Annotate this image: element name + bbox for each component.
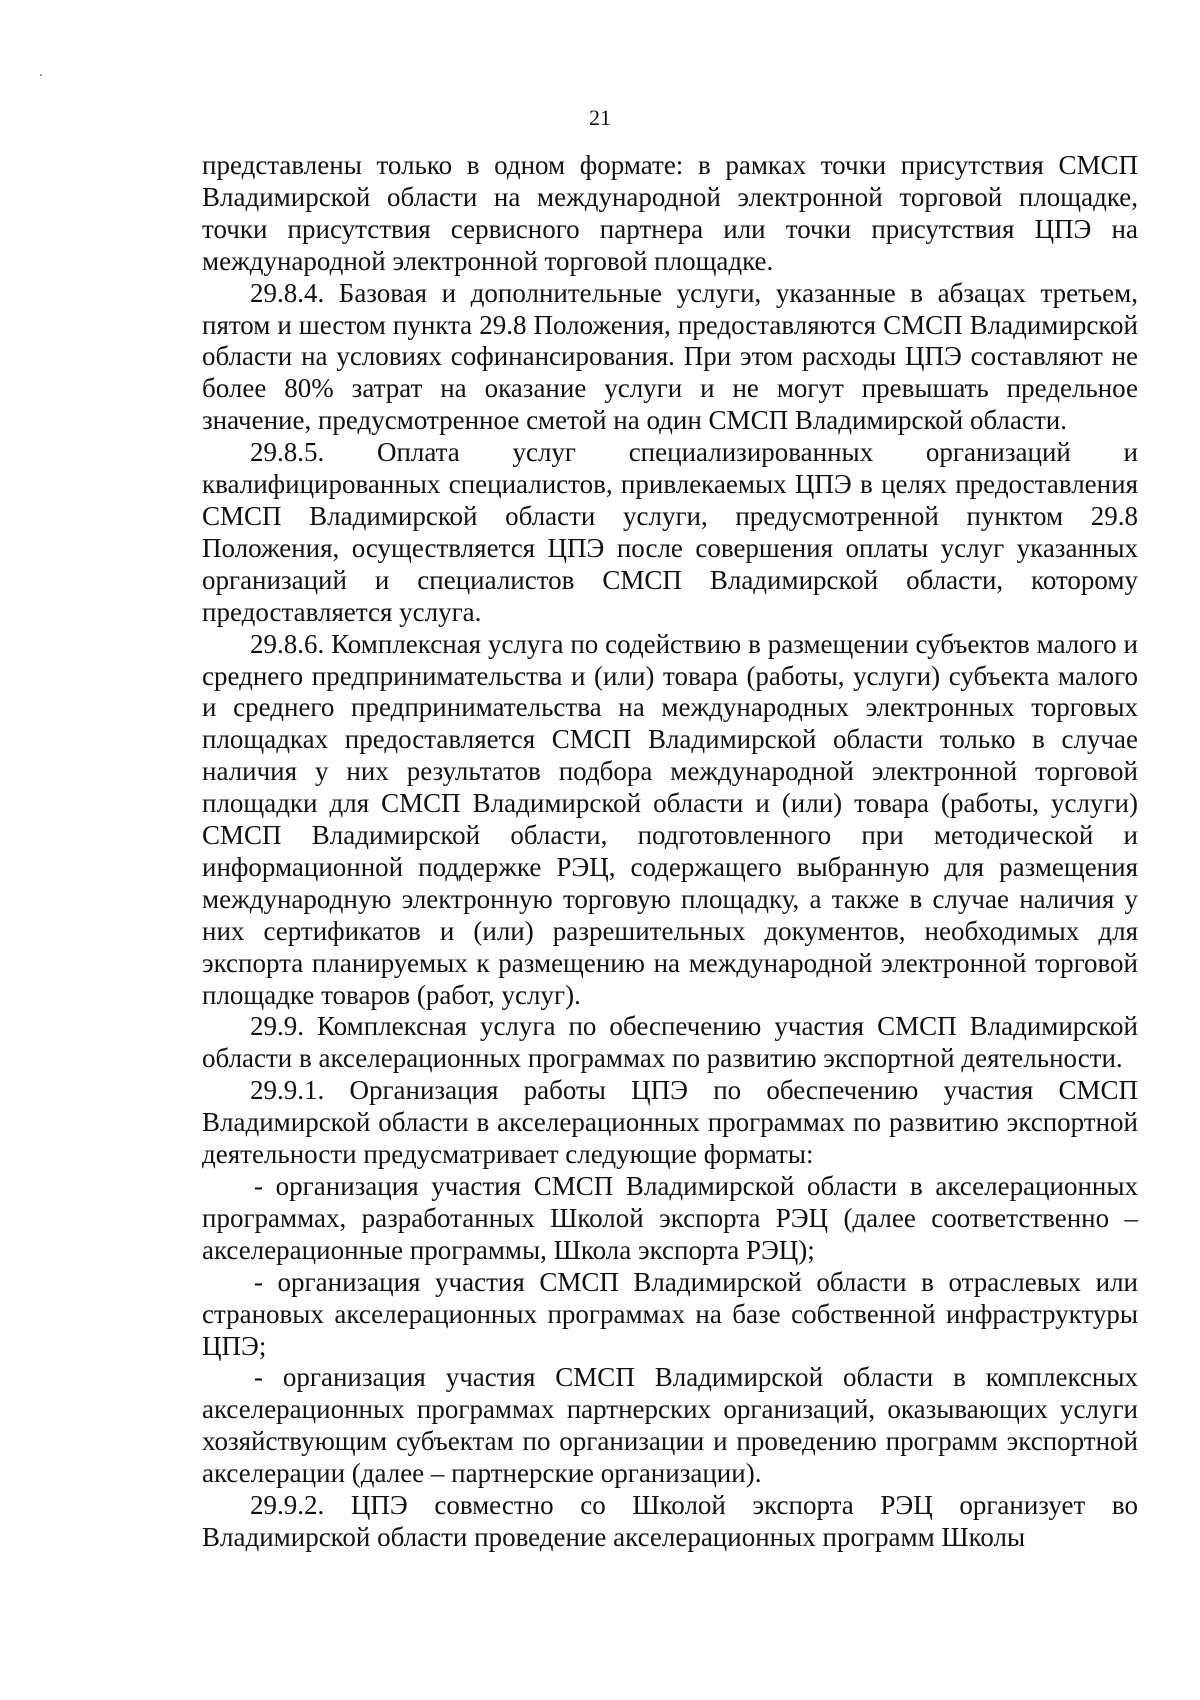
list-item-partner-organizations: - организация участия СМСП Владимирской области в комплексных акселерационных программах партнерских организаций, оказывающих услуги хозяйствующим субъектам по организации и проведению программ экспортной акселерации (далее – партнерские организации). (202, 1362, 1138, 1489)
list-item-school-export: - организация участия СМСП Владимирской области в акселерационных программах, разработанных Школой экспорта РЭЦ (далее соответственно – акселерационные программы, Школа экспорта РЭЦ); (202, 1171, 1138, 1265)
paragraph-29-8-4: 29.8.4. Базовая и дополнительные услуги, указанные в абзацах третьем, пятом и шестом пункта 29.8 Положения, предоставляются СМСП Владимирской области на условиях софинансирования. При этом расходы ЦПЭ составляют не более 80% затрат на оказание услуги и не могут превышать предельное значение, предусмотренное сметой на один СМСП Владимирской области. (202, 277, 1138, 436)
document-body (202, 150, 1138, 1554)
paragraph-29-9-1: 29.9.1. Организация работы ЦПЭ по обеспечению участия СМСП Владимирской области в акселерационных программах по развитию экспортной деятельности предусматривает следующие форматы: (202, 1075, 1138, 1170)
paragraph-29-9-2: 29.9.2. ЦПЭ совместно со Школой экспорта РЭЦ организует во Владимирской области проведение акселерационных программ Школы (202, 1490, 1138, 1552)
scan-speck (40, 74, 42, 76)
paragraph-29-8-5: 29.8.5. Оплата услуг специализированных организаций и квалифицированных специалистов, привлекаемых ЦПЭ в целях предоставления СМСП Владимирской области услуги, предусмотренной пунктом 29.8 Положения, осуществляется ЦПЭ после совершения оплаты услуг указанных организаций и специалистов СМСП Владимирской области, которому предоставляется услуга. (202, 437, 1138, 627)
list-item-own-infrastructure: - организация участия СМСП Владимирской области в отраслевых или страновых акселерационных программах на базе собственной инфраструктуры ЦПЭ; (202, 1266, 1138, 1361)
paragraph-29-8-6: 29.8.6. Комплексная услуга по содействию в размещении субъектов малого и среднего предпринимательства и (или) товара (работы, услуги) субъекта малого и среднего предпринимательства на международных электронных торговых площадках предоставляется СМСП Владимирской области только в случае наличия у них результатов подбора международной электронной торговой площадки для СМСП Владимирской области и (или) товара (работы, услуги) СМСП Владимирской области, подготовленного при методической и информационной поддержке РЭЦ, содержащего выбранную для размещения международную электронную торговую площадку, а также в случае наличия у них сертификатов и (или) разрешительных документов, необходимых для экспорта планируемых к размещению на международной электронной торговой площадке товаров (работ, услуг). (202, 628, 1138, 1010)
paragraph-29-9: 29.9. Комплексная услуга по обеспечению участия СМСП Владимирской области в акселерационных программах по развитию экспортной деятельности. (202, 1011, 1138, 1074)
page-number: 21 (589, 105, 611, 130)
paragraph-continuation: представлены только в одном формате: в рамках точки присутствия СМСП Владимирской области на международной электронной торговой площадке, точки присутствия сервисного партнера или точки присутствия ЦПЭ на международной электронной торговой площадке. (202, 150, 1138, 276)
